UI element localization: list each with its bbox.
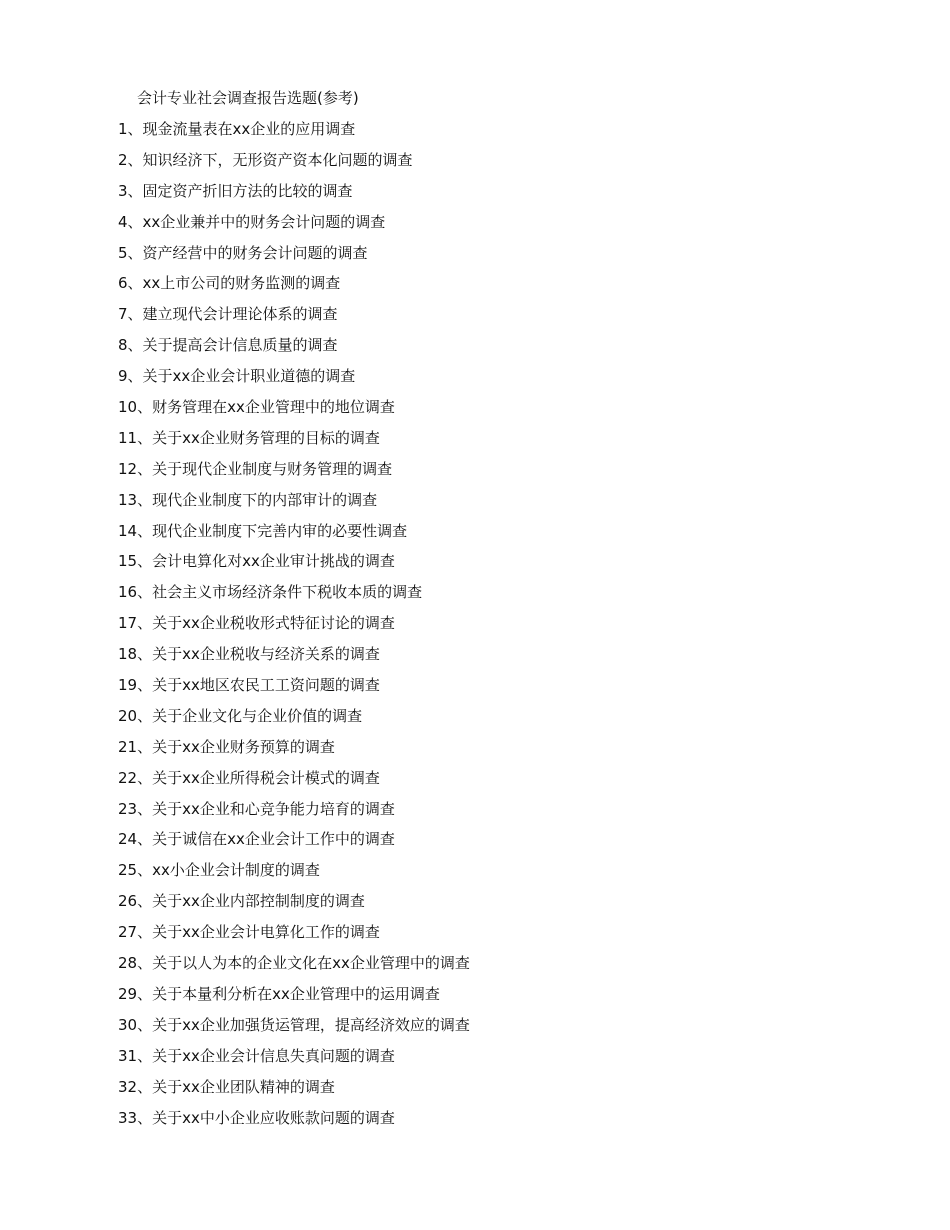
topic-item: 14、现代企业制度下完善内审的必要性调查 — [118, 521, 408, 540]
topic-item: 33、关于xx中小企业应收账款问题的调查 — [118, 1108, 395, 1127]
topic-item: 16、社会主义市场经济条件下税收本质的调查 — [118, 583, 423, 602]
topic-item: 29、关于本量利分析在xx企业管理中的运用调查 — [118, 984, 440, 1003]
topic-item: 22、关于xx企业所得税会计模式的调查 — [118, 768, 380, 787]
topic-item: 8、关于提高会计信息质量的调查 — [118, 336, 338, 355]
topic-item: 10、财务管理在xx企业管理中的地位调查 — [118, 398, 395, 417]
topic-item: 26、关于xx企业内部控制制度的调查 — [118, 892, 365, 911]
topic-item: 7、建立现代会计理论体系的调查 — [118, 305, 338, 324]
topic-item: 11、关于xx企业财务管理的目标的调查 — [118, 428, 380, 447]
topic-item: 3、固定资产折旧方法的比较的调查 — [118, 181, 353, 200]
topic-item: 24、关于诚信在xx企业会计工作中的调查 — [118, 830, 395, 849]
topic-item: 12、关于现代企业制度与财务管理的调查 — [118, 459, 393, 478]
topic-item: 32、关于xx企业团队精神的调查 — [118, 1077, 335, 1096]
topic-item: 23、关于xx企业和心竞争能力培育的调查 — [118, 799, 395, 818]
topic-item: 6、xx上市公司的财务监测的调查 — [118, 274, 341, 293]
topic-item: 2、知识经济下，无形资产资本化问题的调查 — [118, 150, 413, 169]
topic-item: 31、关于xx企业会计信息失真问题的调查 — [118, 1046, 395, 1065]
topic-item: 1、现金流量表在xx企业的应用调查 — [118, 120, 356, 138]
topic-item: 5、资产经营中的财务会计问题的调查 — [118, 243, 368, 262]
topic-item: 9、关于xx企业会计职业道德的调查 — [118, 367, 356, 386]
topic-item: 30、关于xx企业加强货运管理，提高经济效应的调查 — [118, 1015, 470, 1034]
topic-item: 17、关于xx企业税收形式特征讨论的调查 — [118, 614, 395, 633]
topic-item: 20、关于企业文化与企业价值的调查 — [118, 706, 363, 725]
topic-item: 18、关于xx企业税收与经济关系的调查 — [118, 645, 380, 664]
topic-item: 27、关于xx企业会计电算化工作的调查 — [118, 923, 380, 942]
topic-item: 13、现代企业制度下的内部审计的调查 — [118, 490, 378, 509]
topic-item: 4、xx企业兼并中的财务会计问题的调查 — [118, 212, 386, 231]
topic-item: 25、xx小企业会计制度的调查 — [118, 861, 320, 880]
topic-item: 28、关于以人为本的企业文化在xx企业管理中的调查 — [118, 954, 470, 973]
document-title: 会计专业社会调查报告选题(参考) — [137, 89, 359, 107]
topic-item: 19、关于xx地区农民工工资问题的调查 — [118, 676, 380, 695]
topic-item: 15、会计电算化对xx企业审计挑战的调查 — [118, 552, 395, 571]
topic-item: 21、关于xx企业财务预算的调查 — [118, 737, 335, 756]
topic-list — [118, 117, 470, 1136]
